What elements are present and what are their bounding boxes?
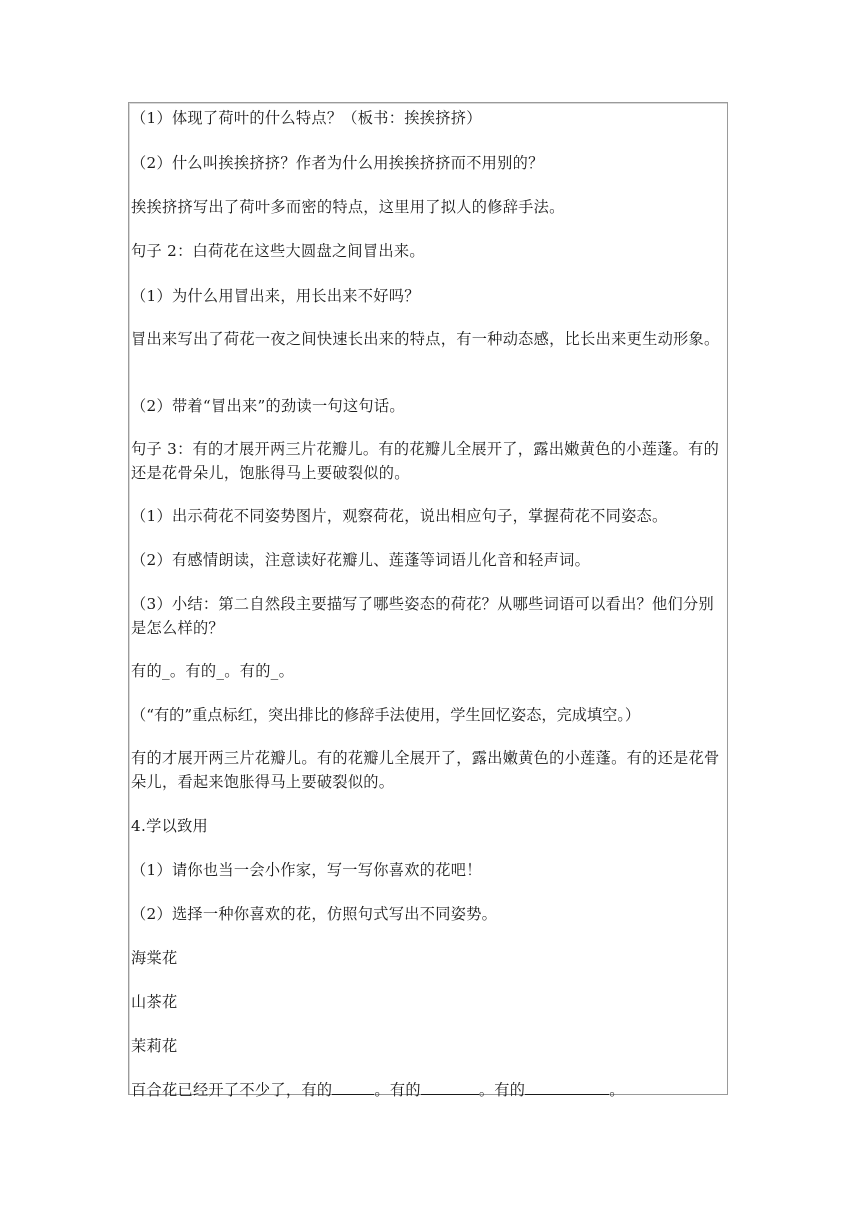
lily-line-part2: 。有的 [374,1081,421,1099]
question-aiai-jiji-meaning: （2）什么叫挨挨挤挤？作者为什么用挨挨挤挤而不用别的？ [131,154,544,172]
lily-line-part4: 。 [609,1081,625,1099]
lily-fill-blank-line [131,1078,728,1102]
instruction-read-aloud: （2）带着“冒出来”的劲读一句这句话。 [131,397,405,415]
flower-option-haitang: 海棠花 [131,949,178,967]
answer-mao-chu-lai: 冒出来写出了荷花一夜之间快速长出来的特点，有一种动态感，比长出来更生动形象。 [131,330,720,348]
lily-line-part1: 百合花已经开了不少了，有的 [131,1081,333,1099]
teacher-note: （“有的”重点标红，突出排比的修辞手法使用，学生回忆姿态，完成填空。） [131,706,641,724]
flower-option-moli: 茉莉花 [131,1037,178,1055]
answer-blank-3[interactable] [525,1079,609,1095]
question-lotus-leaf-feature: （1）体现了荷叶的什么特点？（板书：挨挨挤挤） [131,109,482,127]
sentence-2-heading: 句子 2：白荷花在这些大圆盘之间冒出来。 [131,242,425,260]
flower-option-shancha: 山茶花 [131,993,178,1011]
fill-blank-pattern: 有的_。有的_。有的_。 [131,662,295,680]
answer-blank-2[interactable] [421,1079,479,1095]
section-apply-heading: 4.学以致用 [131,817,209,835]
model-answer: 有的才展开两三片花瓣儿。有的花瓣儿全展开了，露出嫩黄色的小莲蓬。有的还是花骨朵儿，看起来饱胀得马上要破裂似的。 [131,749,720,791]
activity-emotional-reading: （2）有感情朗读，注意读好花瓣儿、莲蓬等词语儿化音和轻声词。 [131,551,591,569]
activity-show-pictures: （1）出示荷花不同姿势图片，观察荷花，说出相应句子，掌握荷花不同姿态。 [131,507,668,525]
sentence-3-heading: 句子 3：有的才展开两三片花瓣儿。有的花瓣儿全展开了，露出嫩黄色的小莲蓬。有的还是花骨朵儿，饱胀得马上要破裂似的。 [131,440,720,482]
lily-line-part3: 。有的 [478,1081,526,1099]
answer-aiai-jiji: 挨挨挤挤写出了荷叶多而密的特点，这里用了拟人的修辞手法。 [131,198,565,216]
answer-blank-1[interactable] [332,1079,374,1095]
task-choose-flower: （2）选择一种你喜欢的花，仿照句式写出不同姿势。 [131,905,498,923]
task-write-flower: （1）请你也当一会小作家，写一写你喜欢的花吧！ [131,861,482,879]
summary-question: （3）小结：第二自然段主要描写了哪些姿态的荷花？从哪些词语可以看出？他们分别是怎么样的？ [131,595,714,637]
question-mao-chu-lai: （1）为什么用冒出来，用长出来不好吗？ [131,287,420,305]
